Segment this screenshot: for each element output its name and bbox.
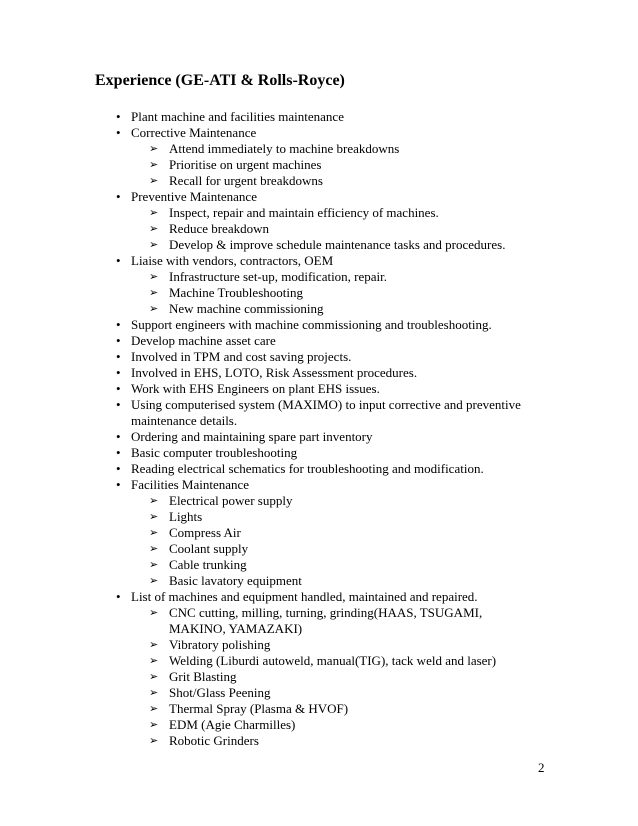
bullet-dot-icon: • <box>116 109 121 124</box>
bullet-item <box>0 429 638 445</box>
list-item-text: List of machines and equipment handled, maintained and repaired. <box>131 589 478 604</box>
bullet-item <box>0 397 638 429</box>
arrow-bullet-icon: ➢ <box>149 495 159 507</box>
list-item-text: Reduce breakdown <box>169 221 269 236</box>
arrow-bullet-icon: ➢ <box>149 159 159 171</box>
sub-bullet-item <box>0 141 638 157</box>
bullet-dot-icon: • <box>116 317 121 332</box>
sub-bullet-item <box>0 653 638 669</box>
sub-bullet-item <box>0 205 638 221</box>
bullet-item <box>0 461 638 477</box>
bullet-dot-icon: • <box>116 477 121 492</box>
list-item-text: Machine Troubleshooting <box>169 285 303 300</box>
arrow-bullet-icon: ➢ <box>149 575 159 587</box>
list-item-text: Ordering and maintaining spare part inventory <box>131 429 373 444</box>
list-item-text: Liaise with vendors, contractors, OEM <box>131 253 334 268</box>
list-item-text: Plant machine and facilities maintenance <box>131 109 344 124</box>
list-item-text: Basic computer troubleshooting <box>131 445 298 460</box>
sub-bullet-item <box>0 605 638 637</box>
list-item-text: Coolant supply <box>169 541 249 556</box>
bullet-dot-icon: • <box>116 189 121 204</box>
list-item-text: Vibratory polishing <box>169 637 271 652</box>
list-item-text: Welding (Liburdi autoweld, manual(TIG), tack weld and laser) <box>169 653 497 668</box>
list-item-text: Shot/Glass Peening <box>169 685 271 700</box>
list-item-text: Infrastructure set-up, modification, repair. <box>169 269 388 284</box>
bullet-dot-icon: • <box>116 381 121 396</box>
sub-bullet-item <box>0 173 638 189</box>
bullet-item <box>0 445 638 461</box>
list-item-text: Facilities Maintenance <box>131 477 250 492</box>
sub-bullet-item <box>0 157 638 173</box>
bullet-item <box>0 477 638 493</box>
list-item-text: Support engineers with machine commissioning and troubleshooting. <box>131 317 492 332</box>
list-item-text: Preventive Maintenance <box>131 189 257 204</box>
sub-bullet-item <box>0 301 638 317</box>
page-number: 2 <box>538 760 545 775</box>
bullet-item <box>0 589 638 605</box>
list-item-text: Reading electrical schematics for troubleshooting and modification. <box>131 461 484 476</box>
list-item-text: Involved in EHS, LOTO, Risk Assessment procedures. <box>131 365 418 380</box>
bullet-item <box>0 381 638 397</box>
bullet-dot-icon: • <box>116 125 121 140</box>
arrow-bullet-icon: ➢ <box>149 735 159 747</box>
sub-bullet-item <box>0 669 638 685</box>
arrow-bullet-icon: ➢ <box>149 223 159 235</box>
bullet-dot-icon: • <box>116 461 121 476</box>
arrow-bullet-icon: ➢ <box>149 287 159 299</box>
arrow-bullet-icon: ➢ <box>149 719 159 731</box>
arrow-bullet-icon: ➢ <box>149 543 159 555</box>
sub-bullet-item <box>0 701 638 717</box>
sub-bullet-item <box>0 285 638 301</box>
bullet-dot-icon: • <box>116 253 121 268</box>
sub-bullet-item <box>0 237 638 253</box>
sub-bullet-item <box>0 493 638 509</box>
sub-bullet-item <box>0 573 638 589</box>
sub-bullet-item <box>0 637 638 653</box>
arrow-bullet-icon: ➢ <box>149 559 159 571</box>
arrow-bullet-icon: ➢ <box>149 511 159 523</box>
bullet-dot-icon: • <box>116 445 121 460</box>
list-item-text: Prioritise on urgent machines <box>169 157 322 172</box>
list-item-text: Basic lavatory equipment <box>169 573 302 588</box>
list-item-text: Electrical power supply <box>169 493 293 508</box>
list-item-text: Attend immediately to machine breakdowns <box>169 141 400 156</box>
list-item-text: New machine commissioning <box>169 301 324 316</box>
list-item-text: Develop & improve schedule maintenance tasks and procedures. <box>169 237 506 252</box>
list-item-text: Thermal Spray (Plasma & HVOF) <box>169 701 349 716</box>
list-item-text: Corrective Maintenance <box>131 125 257 140</box>
list-item-text: Compress Air <box>169 525 241 540</box>
bullet-item <box>0 253 638 269</box>
arrow-bullet-icon: ➢ <box>149 703 159 715</box>
list-item-text: Using computerised system (MAXIMO) to input corrective and preventive maintenance details. <box>131 397 521 428</box>
bullet-item <box>0 125 638 141</box>
arrow-bullet-icon: ➢ <box>149 607 159 619</box>
bullet-item <box>0 189 638 205</box>
list-item-text: Inspect, repair and maintain efficiency of machines. <box>169 205 439 220</box>
arrow-bullet-icon: ➢ <box>149 207 159 219</box>
list-item-text: Cable trunking <box>169 557 247 572</box>
list-item-text: CNC cutting, milling, turning, grinding(HAAS, TSUGAMI, MAKINO, YAMAZAKI) <box>169 605 483 636</box>
bullet-item <box>0 365 638 381</box>
list-item-text: Involved in TPM and cost saving projects. <box>131 349 352 364</box>
arrow-bullet-icon: ➢ <box>149 639 159 651</box>
arrow-bullet-icon: ➢ <box>149 175 159 187</box>
arrow-bullet-icon: ➢ <box>149 143 159 155</box>
experience-list <box>0 109 638 749</box>
arrow-bullet-icon: ➢ <box>149 271 159 283</box>
sub-bullet-item <box>0 269 638 285</box>
section-heading: Experience (GE-ATI & Rolls-Royce) <box>95 72 345 89</box>
sub-bullet-item <box>0 221 638 237</box>
arrow-bullet-icon: ➢ <box>149 655 159 667</box>
sub-bullet-item <box>0 509 638 525</box>
bullet-item <box>0 317 638 333</box>
sub-bullet-item <box>0 717 638 733</box>
list-item-text: EDM (Agie Charmilles) <box>169 717 296 732</box>
list-item-text: Lights <box>169 509 203 524</box>
bullet-dot-icon: • <box>116 397 121 412</box>
arrow-bullet-icon: ➢ <box>149 527 159 539</box>
sub-bullet-item <box>0 541 638 557</box>
bullet-item <box>0 333 638 349</box>
sub-bullet-item <box>0 685 638 701</box>
list-item-text: Develop machine asset care <box>131 333 276 348</box>
list-item-text: Robotic Grinders <box>169 733 259 748</box>
bullet-dot-icon: • <box>116 365 121 380</box>
sub-bullet-item <box>0 733 638 749</box>
arrow-bullet-icon: ➢ <box>149 671 159 683</box>
bullet-dot-icon: • <box>116 429 121 444</box>
list-item-text: Grit Blasting <box>169 669 237 684</box>
arrow-bullet-icon: ➢ <box>149 687 159 699</box>
bullet-dot-icon: • <box>116 589 121 604</box>
sub-bullet-item <box>0 557 638 573</box>
arrow-bullet-icon: ➢ <box>149 303 159 315</box>
bullet-dot-icon: • <box>116 349 121 364</box>
bullet-item <box>0 349 638 365</box>
arrow-bullet-icon: ➢ <box>149 239 159 251</box>
list-item-text: Work with EHS Engineers on plant EHS issues. <box>131 381 380 396</box>
bullet-dot-icon: • <box>116 333 121 348</box>
bullet-item <box>0 109 638 125</box>
list-item-text: Recall for urgent breakdowns <box>169 173 323 188</box>
sub-bullet-item <box>0 525 638 541</box>
